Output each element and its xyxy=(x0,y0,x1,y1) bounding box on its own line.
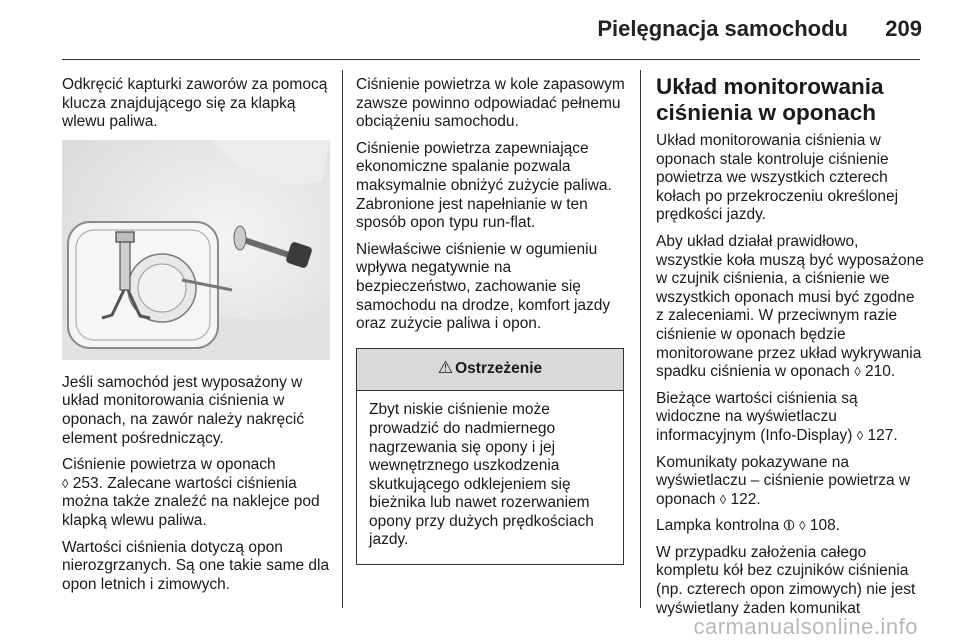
tire-valve-wrench-icon xyxy=(62,140,330,360)
page-reference-icon: ◊ xyxy=(854,364,861,380)
tire-valve-figure xyxy=(62,140,330,360)
page-reference-icon: ◊ xyxy=(62,475,69,491)
paragraph-spare-wheel: Ciśnienie powietrza w kole zapasowym zawsze powinno odpowiadać pełnemu obciążeniu samochodu. xyxy=(356,76,625,131)
paragraph-cold-tires: Wartości ciśnienia dotyczą opon nierozgrzanych. Są one takie same dla opon letnich i zimowych. xyxy=(62,538,330,593)
paragraph-wrong-pressure: Niewłaściwe ciśnienie w ogumieniu wpływa negatywnie na bezpieczeństwo, zachowanie się samochodu na drodze, komfort jazdy oraz zużycie paliwa i opon. xyxy=(356,240,611,333)
page-header xyxy=(0,0,960,60)
page-reference-icon: ◊ xyxy=(719,491,727,507)
column-divider-1 xyxy=(342,70,343,608)
warning-header xyxy=(357,349,623,392)
paragraph-messages-ref: 122. xyxy=(730,490,761,508)
warning-title: Ostrzeżenie xyxy=(455,359,543,377)
paragraph-control-lamp xyxy=(656,517,924,536)
column-3 xyxy=(656,76,924,626)
page-title: Pielęgnacja samochodu xyxy=(597,16,848,41)
paragraph-no-sensors: W przypadku założenia całego kompletu kół bez czujników ciśnienia (np. czterech opon zimowych) nie jest wyświetlany żaden komunikat xyxy=(656,543,916,617)
tire-pressure-lamp-icon: ⦶ xyxy=(783,517,795,535)
warning-icon: ⚠ xyxy=(437,357,454,377)
paragraph-info-display xyxy=(656,390,924,446)
paragraph-sensor: Jeśli samochód jest wyposażony w układ monitorowania ciśnienia w oponach, na zawór należy nakręcić element pośredniczący. xyxy=(62,373,305,447)
page-reference-icon: ◊ xyxy=(856,427,864,443)
paragraph-control-lamp-text: Lampka kontrolna xyxy=(656,517,780,535)
paragraph-pressure-text: Ciśnienie powietrza w oponach xyxy=(62,456,276,474)
column-divider-2 xyxy=(640,70,641,608)
page-number: 209 xyxy=(885,16,922,41)
paragraph-eco-pressure: Ciśnienie powietrza zapewniające ekonomiczne spalanie pozwala maksymalnie obniżyć zużycie paliwa. Zabronione jest napełnianie w ten sposób opon typu run-flat. xyxy=(356,139,612,232)
paragraph-tpms-requirements-ref: 210. xyxy=(864,363,896,381)
paragraph-pressure-reference xyxy=(62,456,332,530)
section-heading: Układ monitorowania ciśnienia w oponach xyxy=(656,74,884,125)
warning-body: Zbyt niskie ciśnienie może prowadzić do nadmiernego nagrzewania się opony i jej wewnętrznego uszkodzenia skutkującego odklejeniem się bieżnika lub nawet rozerwaniem opony przy dużych prędkościach jazdy. xyxy=(369,401,594,549)
warning-box xyxy=(356,348,624,565)
paragraph-control-lamp-ref: 108. xyxy=(809,517,841,535)
paragraph-pressure-ref: 253. Zalecane wartości ciśnienia można także znaleźć na naklejce pod klapką wlewu paliwa. xyxy=(62,474,320,529)
page-reference-icon: ◊ xyxy=(799,518,806,534)
paragraph-info-display-ref: 127. xyxy=(867,426,898,444)
watermark: carmanualsonline.info xyxy=(693,614,918,639)
paragraph-tpms-intro: Układ monitorowania ciśnienia w oponach stale kontroluje ciśnienie powietrza we wszystkich czterech kołach po przekroczeniu określonej prędkości jazdy. xyxy=(656,132,899,224)
column-1 xyxy=(62,76,332,602)
intro-paragraph: Odkręcić kapturki zaworów za pomocą klucza znajdującego się za klapką wlewu paliwa. xyxy=(62,76,328,131)
paragraph-info-display-text: Bieżące wartości ciśnienia są widoczne na wyświetlaczu informacyjnym (Info-Display) xyxy=(656,389,858,444)
paragraph-messages-text: Komunikaty pokazywane na wyświetlaczu – ciśnienie powietrza w oponach xyxy=(656,453,911,508)
paragraph-tpms-requirements xyxy=(656,233,924,382)
paragraph-tpms-requirements-text: Aby układ działał prawidłowo, wszystkie koła muszą być wyposażone w czujnik ciśnienia, a ciśnienie we wszystkich oponach musi być zgodne z zaleceniami. W przeciwnym razie ciśnienie w oponach będzie monitorowane przez układ wykrywania spadku ciśnienia w oponach xyxy=(656,232,924,381)
column-2 xyxy=(356,76,626,565)
paragraph-messages xyxy=(656,454,924,510)
header-divider xyxy=(62,59,920,60)
